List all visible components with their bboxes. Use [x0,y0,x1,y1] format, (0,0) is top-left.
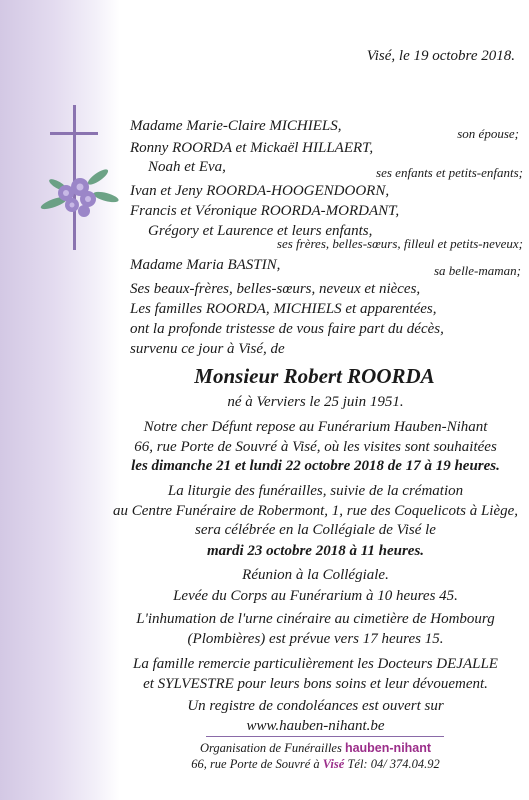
deceased-name: Monsieur Robert ROORDA [194,364,435,388]
list-item: son épouse; [457,126,519,141]
brand-logo: hauben-nihant [344,741,432,755]
rest-line-2: 66, rue Porte de Souvré à Visé, où les visites sont souhaitées [134,438,497,455]
phone: Tél: 04/ 374.04.92 [347,757,440,771]
org-label: Organisation de Funérailles [199,741,342,755]
footer [108,740,523,772]
place-and-date: Visé, le 19 octobre 2018. [366,48,515,64]
birth-line: né à Verviers le 25 juin 1951. [227,394,404,410]
liturgy-date-block [108,542,523,562]
list-item: Francis et Véronique ROORDA-MORDANT, [130,203,400,219]
rest-line-1: Notre cher Défunt repose au Funérarium Hauben-Nihant [143,419,488,435]
website-link[interactable]: www.hauben-nihant.be [246,717,385,734]
list-item: Madame Marie-Claire MICHIELS, [130,118,342,134]
liturgy-line-1: La liturgie des funérailles, suivie de la crémation [167,483,464,499]
rest-block [108,418,523,477]
levee-block [108,587,523,607]
register-line-1: Un registre de condoléances est ouvert sur [187,698,444,714]
divider [206,736,444,737]
burial-block [108,610,523,649]
thanks-line-1: La famille remercie particulièrement les Docteurs DEJALLE [133,656,498,672]
list-item: Noah et Eva, [148,159,226,175]
list-item: Grégory et Laurence et leurs enfants, [148,223,373,239]
list-item: ses enfants et petits-enfants; [376,165,523,180]
address-prefix: 66, rue Porte de Souvré à [191,757,320,771]
liturgy-line-3: sera célébrée en la Collégiale de Visé le [195,522,436,538]
cross-with-flowers-icon [36,105,136,250]
thanks-block [108,655,523,694]
liturgy-line-2: au Centre Funéraire de Robermont, 1, rue des Coquelicots à Liège, [112,502,519,519]
meeting-line: Réunion à la Collégiale. [242,567,389,583]
list-item: sa belle-maman; [433,263,521,278]
list-item: Ses beaux-frères, belles-sœurs, neveux et nièces, [130,281,421,297]
list-item: Ronny ROORDA et Mickaël HILLAERT, [130,140,374,156]
list-item: ses frères, belles-sœurs, filleul et petits-neveux; [276,236,523,251]
list-item: Ivan et Jeny ROORDA-HOOGENDOORN, [130,183,390,199]
list-item: ont la profonde tristesse de vous faire part du décès, [130,321,444,337]
list-item: Madame Maria BASTIN, [130,257,281,273]
list-item: survenu ce jour à Visé, de [130,341,285,357]
burial-line-2: (Plombières) est prévue vers 17 heures 15. [187,630,444,647]
register-block [108,697,523,736]
thanks-line-2: et SYLVESTRE pour leurs bons soins et leur dévouement. [143,675,488,692]
address-city: Visé [322,757,345,771]
visits-line: les dimanche 21 et lundi 22 octobre 2018 de 17 à 19 heures. [131,458,500,474]
meeting-block [108,566,523,586]
list-item: Les familles ROORDA, MICHIELS et apparentées, [130,301,437,317]
liturgy-block [108,482,523,541]
levee-line: Levée du Corps au Funérarium à 10 heures 45. [173,588,458,604]
liturgy-date: mardi 23 octobre 2018 à 11 heures. [206,543,425,559]
details-block [108,393,523,413]
burial-line-1: L'inhumation de l'urne cinéraire au cimetière de Hombourg [136,611,495,627]
